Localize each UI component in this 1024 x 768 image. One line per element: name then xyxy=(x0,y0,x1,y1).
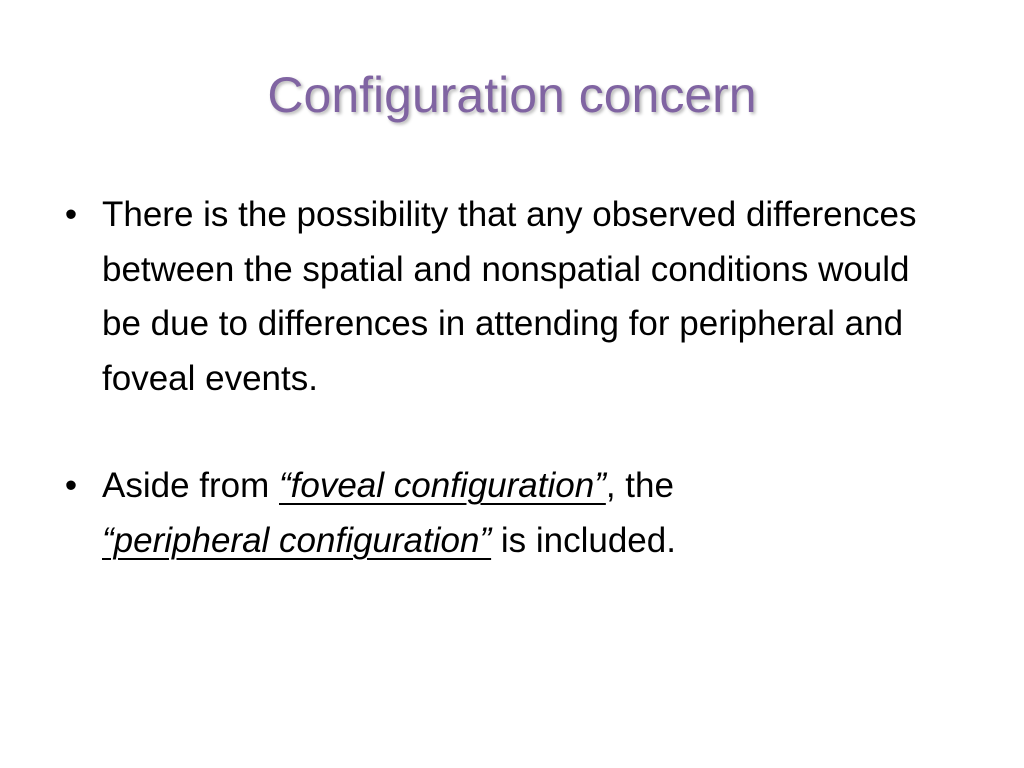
bullet-dot-icon: • xyxy=(64,466,78,505)
bullet-2-middle: , the xyxy=(605,466,674,505)
bullet-item-1 xyxy=(56,188,936,406)
term-peripheral-configuration: “peripheral configuration” xyxy=(102,520,492,560)
bullet-dot-icon: • xyxy=(64,195,78,234)
bullet-2-suffix: is included. xyxy=(491,520,676,560)
bullet-1-text: There is the possibility that any observed differences between the spatial and nonspatial conditions would be due to differences in attending for peripheral and foveal events. xyxy=(102,195,917,398)
bullet-2-prefix: Aside from xyxy=(102,466,279,505)
slide-title: Configuration concern xyxy=(267,67,757,123)
term-foveal-configuration: “foveal configuration” xyxy=(279,466,606,505)
bullet-list xyxy=(56,188,936,568)
bullet-item-2 xyxy=(56,459,936,568)
